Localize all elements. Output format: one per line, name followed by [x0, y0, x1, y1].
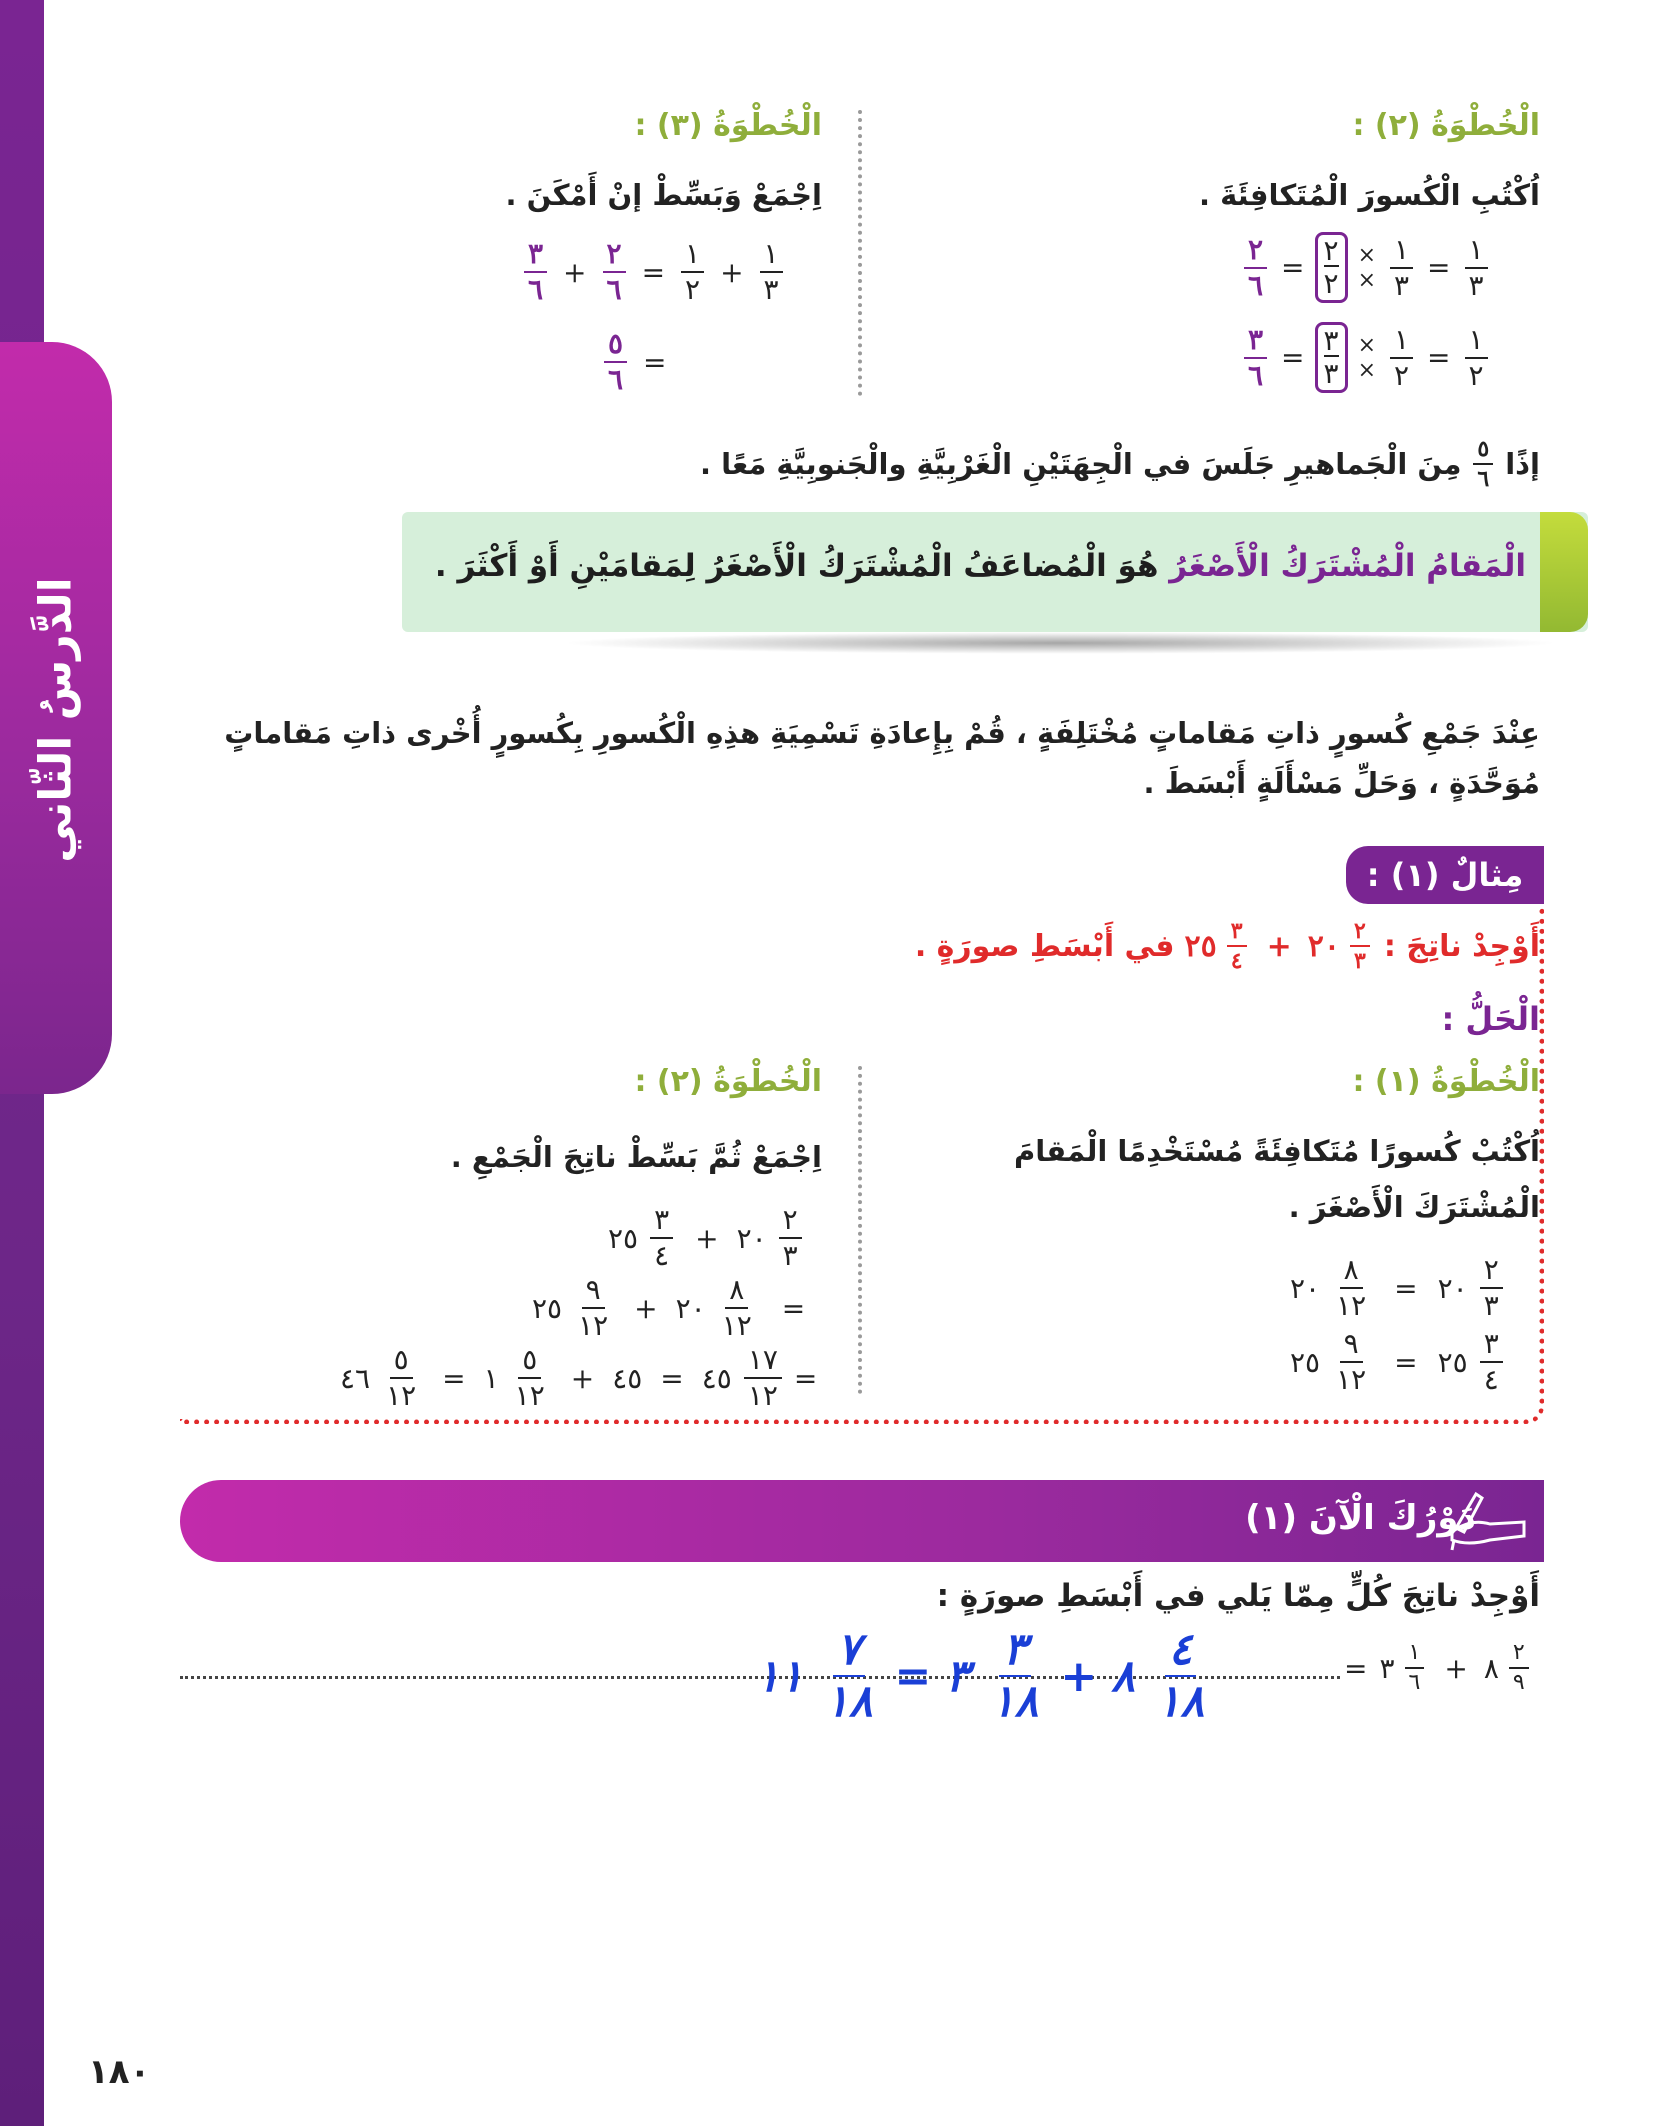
definition-body: هُوَ الْمُضاعَفُ الْمُشْتَرَكُ الْأَصْغَرُ لِمَقامَيْنِ أَوْ أَكْثَرَ .: [434, 548, 1159, 584]
solution-label: الْحَلُّ :: [1441, 1000, 1540, 1038]
step2-row2-lhs: $\frac{١}{٢}$: [1465, 326, 1488, 390]
page-number: ١٨٠: [88, 2052, 151, 2092]
example-step1-instruction-2: الْمُشْتَرَكَ الْأَصْغَرَ .: [1288, 1190, 1540, 1224]
example-step2-line2: ٢٥ $\frac{٩}{١٢}$ + ٢٠ $\frac{٨}{١٢}$ =: [532, 1273, 806, 1342]
example-problem: أَوْجِدْ ناتِجَ : ٢٥ $\frac{٣}{٤}$ + ٢٠ $\frac{٢}{٣}$ في أَبْسَطِ صورَةٍ .: [914, 918, 1540, 974]
column-divider: [858, 1066, 862, 1394]
step2-row2-a: $\frac{١}{٢}$: [1390, 326, 1413, 390]
handwritten-answer: ١١ $\frac{٧}{١٨}$ = ٣ $\frac{٣}{١٨}$ + ٨ $\frac{٤}{١٨}$: [756, 1624, 1205, 1727]
conclusion: إذًا $\frac{٥}{٦}$ مِنَ الْجَماهيرِ جَلَسَ في الْجِهَتَيْنِ الْغَرْبِيَّةِ والْجَنوبِيَّةِ مَعًا .: [699, 436, 1540, 492]
example-step2-instruction: اِجْمَعْ ثُمَّ بَسِّطْ ناتِجَ الْجَمْعِ .: [450, 1140, 822, 1174]
equals-sign: =: [1427, 251, 1451, 284]
definition-shadow: [560, 632, 1560, 654]
step2-row1-lhs: $\frac{١}{٣}$: [1465, 236, 1488, 300]
example-step1-instruction-1: اُكْتُبْ كُسورًا مُتَكافِئَةً مُسْتَخْدِمًا الْمَقامَ: [1014, 1134, 1540, 1168]
step3-sum: $\frac{٣}{٦}$ + $\frac{٢}{٦}$ = $\frac{١}{٢}$ + $\frac{١}{٣}$: [520, 240, 787, 304]
example-step1-title: الْخُطْوَةُ (١) :: [1352, 1064, 1540, 1099]
equals-sign: =: [1281, 251, 1305, 284]
step2-title: الْخُطْوَةُ (٢) :: [1352, 108, 1540, 143]
step2-row1-box: $\frac{٢}{٢}$: [1315, 232, 1348, 303]
definition-accent: [1540, 512, 1588, 632]
step2-row1: $\frac{٢}{٦}$ = $\frac{٢}{٢}$ × × $\frac{١}{٣}$ = $\frac{١}{٣}$: [1240, 232, 1492, 303]
instruction-paragraph: عِنْدَ جَمْعِ كُسورٍ ذاتِ مَقاماتٍ مُخْتَلِفَةٍ ، قُمْ بِإِعادَةِ تَسْمِيَةِ هذِهِ الْكُسورِ بِكُسورٍ أُخْرى ذاتِ مَقاماتٍ مُوَحَّدَةٍ ، وَحَلِّ مَسْأَلَةٍ أَبْسَطَ .: [224, 716, 1540, 800]
step2-row2-box: $\frac{٣}{٣}$: [1315, 322, 1348, 393]
example-label: مِثالٌ (١) :: [1346, 846, 1544, 904]
step2-row1-a: $\frac{١}{٣}$: [1390, 236, 1413, 300]
step3-result: $\frac{٥}{٦}$ =: [600, 330, 667, 394]
example-step2-line3: ٤٦ $\frac{٥}{١٢}$ = ١ $\frac{٥}{١٢}$ + ٤٥ = ٤٥ $\frac{١٧}{١٢}$ =: [340, 1343, 818, 1412]
step3-title: الْخُطْوَةُ (٣) :: [634, 108, 822, 143]
example-step1-row2: ٢٥ $\frac{٩}{١٢}$ = ٢٥ $\frac{٣}{٤}$: [1290, 1330, 1507, 1394]
exercise-1: = ٣ $\frac{١}{٦}$ + ٨ $\frac{٢}{٩}$: [1344, 1642, 1533, 1694]
step3-instruction: اِجْمَعْ وَبَسِّطْ إنْ أَمْكَنَ .: [505, 178, 822, 212]
lesson-label: الدَّرسُ الثّاني: [30, 577, 82, 863]
example-step2-title: الْخُطْوَةُ (٢) :: [634, 1064, 822, 1099]
your-turn-instruction: أَوْجِدْ ناتِجَ كُلٍّ مِمّا يَلي في أَبْسَطِ صورَةٍ :: [936, 1578, 1540, 1614]
definition-text: [435, 548, 1526, 584]
step2-row1-result: $\frac{٢}{٦}$: [1244, 236, 1267, 300]
your-turn-title: دَوْرُكَ الْآنَ (١): [1245, 1498, 1476, 1538]
step2-instruction: اُكْتُبِ الْكُسورَ الْمُتَكافِئَةَ .: [1198, 178, 1540, 212]
column-divider: [858, 110, 862, 396]
example-step1-row1: ٢٠ $\frac{٨}{١٢}$ = ٢٠ $\frac{٢}{٣}$: [1290, 1256, 1507, 1320]
step2-row2: $\frac{٣}{٦}$ = $\frac{٣}{٣}$ × × $\frac{١}{٢}$ = $\frac{١}{٢}$: [1240, 322, 1492, 393]
step2-row2-result: $\frac{٣}{٦}$: [1244, 326, 1267, 390]
example-step2-line1: ٢٥ $\frac{٣}{٤}$ + ٢٠ $\frac{٢}{٣}$: [608, 1206, 806, 1270]
definition-term: الْمَقامُ الْمُشْتَرَكُ الْأَصْغَرُ: [1169, 548, 1526, 584]
